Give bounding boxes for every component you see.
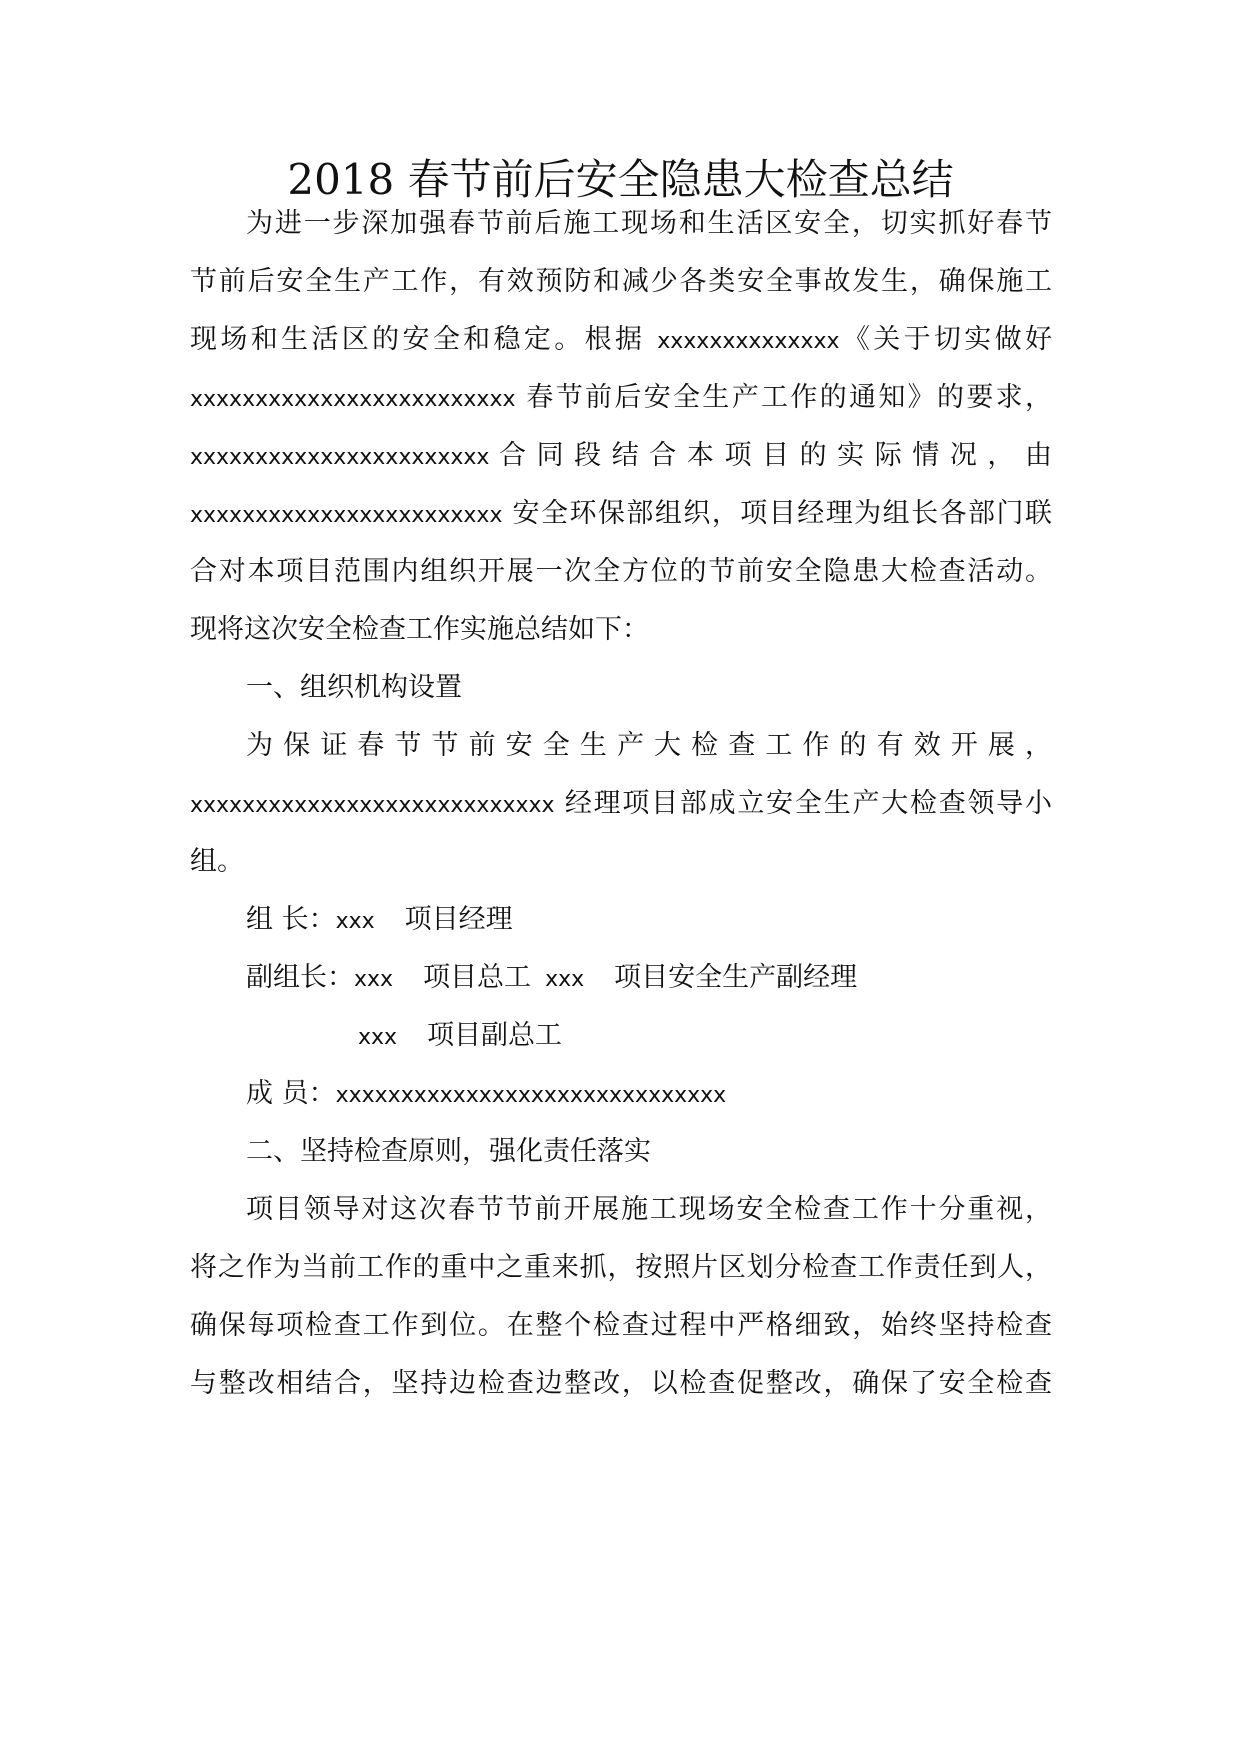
deputy-label: 副组长： [246, 962, 354, 993]
leader-label: 组 长： [246, 904, 336, 935]
section1-para-line-2 [190, 784, 1052, 826]
intro-line-5-text: 合 同 段 结 合 本 项 目 的 实 际 情 况 ， 由 [489, 440, 1052, 471]
section2-line-2: 将之作为当前工作的重中之重来抓，按照片区划分检查工作责任到人， [190, 1252, 1052, 1283]
intro-line-1: 为进一步深加强春节前后施工现场和生活区安全，切实抓好春节 [246, 208, 1052, 239]
intro-line-6-text: 安全环保部组织，项目经理为组长各部门联 [502, 498, 1052, 529]
members-label: 成 员： [246, 1078, 336, 1109]
deputy3-role: 项目副总工 [427, 1020, 563, 1051]
intro-line-4-text: 春节前后安全生产工作的通知》的要求， [515, 382, 1052, 413]
section2-line-1: 项目领导对这次春节节前开展施工现场安全检查工作十分重视， [246, 1194, 1052, 1225]
section1-placeholder: xxxxxxxxxxxxxxxxxxxxxxxxxxxx [190, 793, 555, 818]
document-title: 2018 春节前后安全隐患大检查总结 [287, 155, 954, 204]
intro-line-3 [190, 320, 1052, 362]
section2-line-3: 确保每项检查工作到位。在整个检查过程中严格细致，始终坚持检查 [190, 1310, 1052, 1341]
intro-line-3-placeholder: xxxxxxxxxxxxxx [657, 329, 840, 354]
intro-line-3-text-a: 现场和生活区的安全和稳定。根据 [190, 324, 658, 355]
intro-line-8: 现将这次安全检查工作实施总结如下： [190, 614, 649, 645]
deputy2-name: xxx [545, 967, 585, 992]
section1-para-line-3: 组。 [190, 846, 244, 877]
section2-heading: 二、坚持检查原则，强化责任落实 [246, 1136, 651, 1167]
members-row [246, 1074, 726, 1116]
deputy3-row [358, 1016, 562, 1058]
deputy1-role: 项目总工 [423, 962, 532, 993]
section1-para-line-1: 为 保 证 春 节 节 前 安 全 生 产 大 检 查 工 作 的 有 效 开 展 ， [246, 730, 1052, 761]
intro-line-2: 节前后安全生产工作，有效预防和减少各类安全事故发生，确保施工 [190, 266, 1052, 297]
intro-line-5-placeholder: xxxxxxxxxxxxxxxxxxxxxxx [190, 445, 490, 470]
intro-line-4 [190, 378, 1052, 420]
leader-row [246, 900, 513, 942]
intro-line-6 [190, 494, 1052, 536]
intro-line-4-placeholder: xxxxxxxxxxxxxxxxxxxxxxxxx [190, 387, 516, 412]
intro-line-3-text-b: 《关于切实做好 [839, 324, 1052, 355]
deputy1-name: xxx [354, 967, 394, 992]
deputy3-name: xxx [358, 1025, 398, 1050]
section2-line-4: 与整改相结合，坚持边检查边整改，以检查促整改，确保了安全检查 [190, 1368, 1052, 1399]
section1-heading: 一、组织机构设置 [246, 672, 462, 703]
deputy2-role: 项目安全生产副经理 [614, 962, 858, 993]
leader-name: xxx [335, 909, 375, 934]
members-list: xxxxxxxxxxxxxxxxxxxxxxxxxxxxxx [335, 1083, 727, 1108]
intro-line-6-placeholder: xxxxxxxxxxxxxxxxxxxxxxxx [190, 503, 503, 528]
intro-line-7: 合对本项目范围内组织开展一次全方位的节前安全隐患大检查活动。 [190, 556, 1052, 587]
deputy-row [246, 958, 857, 1000]
section1-para-line-2-text: 经理项目部成立安全生产大检查领导小 [554, 788, 1052, 819]
leader-role: 项目经理 [404, 904, 513, 935]
intro-line-5 [190, 436, 1052, 478]
